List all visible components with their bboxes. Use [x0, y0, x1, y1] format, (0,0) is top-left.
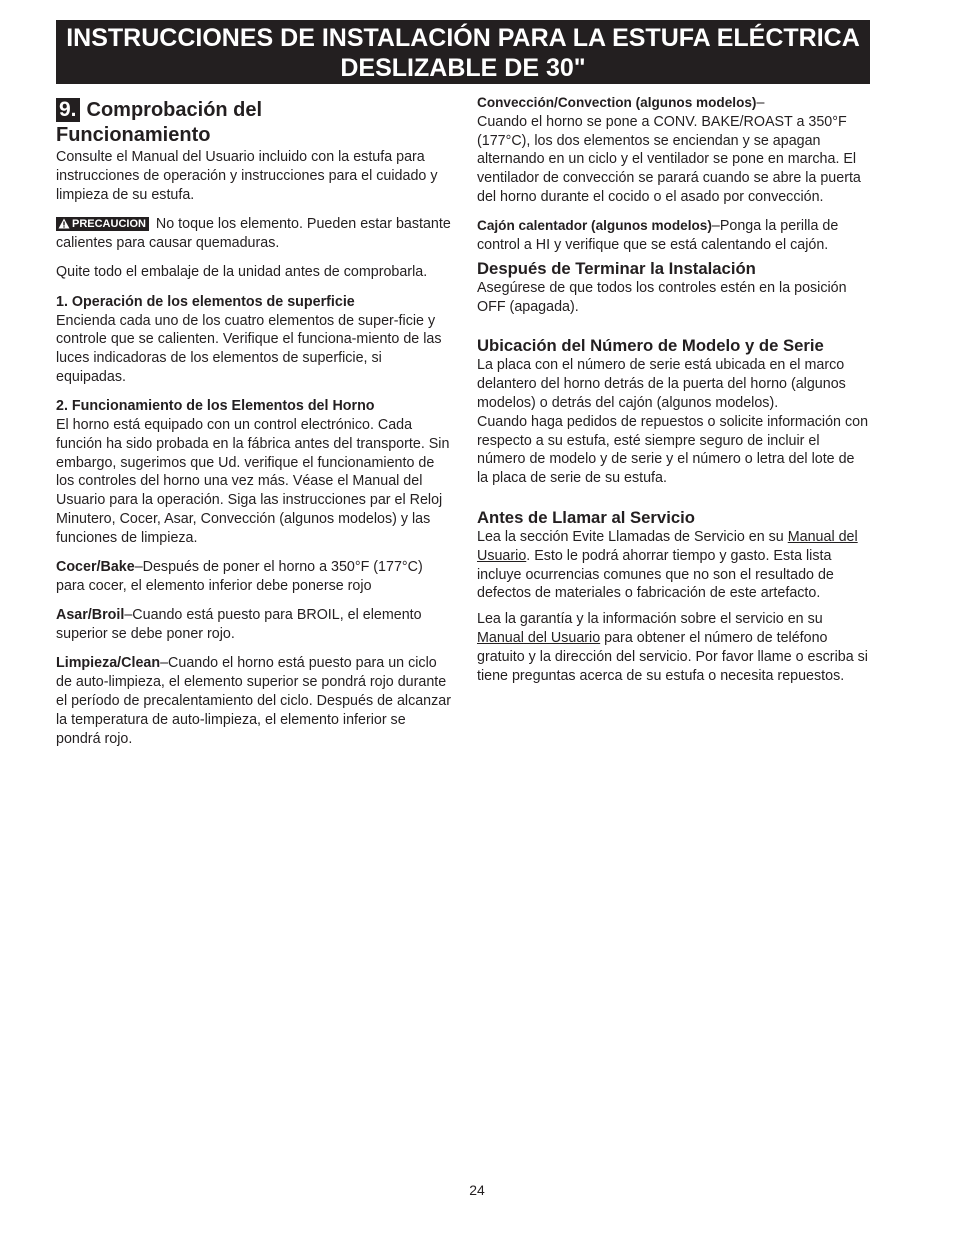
left-column [56, 94, 452, 748]
convection-paragraph [477, 94, 869, 207]
broil-text: –Cuando está puesto para BROIL, el elemento superior se debe poner rojo. [56, 607, 422, 643]
page-title-line-2: DESLIZABLE DE 30" [340, 54, 586, 82]
caution-text: No toque los elemento. Pueden estar bastante calientes para causar quemaduras. [56, 216, 451, 252]
surface-elements-text: Encienda cada uno de los cuatro elementos de super-ficie y controle que se calienten. Verifique el funciona-miento de las luces indicadoras de los elementos de superficie, si equipadas. [56, 312, 442, 385]
clean-paragraph [56, 654, 452, 748]
oven-elements-text: El horno está equipado con un control electrónico. Cada función ha sido probada en la fábrica antes del transporte. Sin embargo, sugerimos que Ud. verifique el funcionamiento de los controles del horno una vez más. Véase el Manual del Usuario para la operación. Siga las instrucciones par el Reloj Minutero, Cocer, Asar, Convección (algunos modelos) y las funciones de limpieza. [56, 417, 450, 546]
section-number: 9. [56, 98, 80, 122]
bake-label: Cocer/Bake [56, 559, 135, 576]
manual-link-1[interactable]: Manual del Usuario [477, 529, 858, 564]
bake-paragraph [56, 558, 452, 596]
warming-drawer-label: Cajón calentador (algunos modelos) [477, 218, 712, 234]
serial-location-text-2: Cuando haga pedidos de repuestos o solicite información con respecto a su estufa, esté siempre seguro de incluir el número de modelo y de serie y el número o letra del lote de la placa de serie de su estufa. [477, 413, 869, 487]
warning-triangle-icon [58, 218, 70, 229]
before-service-paragraph-1 [477, 528, 869, 603]
warming-drawer-paragraph [477, 217, 869, 255]
section-title-line-1: Comprobación del [86, 99, 263, 121]
clean-text: –Cuando el horno está puesto para un ciclo de auto-limpieza, el elemento superior se pondrá rojo durante el período de precalentamiento del ciclo. Después de alcanzar la temperatura de auto-limpieza, el elemento inferior se pondrá rojo. [56, 655, 451, 747]
manual-link-2[interactable]: Manual del Usuario [477, 630, 601, 647]
before-service-text-1b: . Esto le podrá ahorrar tiempo y gasto. Esta lista incluye ocurrencias comunes que no son el resultado de defectos de materiales o fabricación de este artefacto. [477, 547, 834, 602]
page-number: 24 [469, 1182, 485, 1198]
after-installation-heading: Después de Terminar la Instalación [477, 258, 756, 278]
caution-badge [56, 217, 149, 231]
section-heading [56, 98, 452, 148]
serial-location-heading: Ubicación del Número de Modelo y de Serie [477, 336, 824, 356]
bake-text: –Después de poner el horno a 350°F (177°C) para cocer, el elemento inferior debe ponerse rojo [56, 559, 423, 594]
after-installation-text: Asegúrese de que todos los controles estén en la posición OFF (apagada). [477, 279, 847, 315]
before-service-text-1a: Lea la sección Evite Llamadas de Servicio en su [477, 529, 788, 546]
clean-label: Limpieza/Clean [56, 655, 161, 672]
page-title-banner [56, 20, 870, 84]
serial-location-text-1: La placa con el número de serie está ubicada en el marco delantero del horno detrás de la puerta del horno (algunos modelos) o detrás del cajón (algunos modelos). [477, 357, 846, 412]
warming-drawer-text: –Ponga la perilla de control a HI y verifique que se está calentando el cajón. [477, 218, 839, 254]
before-service-paragraph-2 [477, 610, 869, 685]
section-title-line-2: Funcionamiento [56, 124, 211, 146]
page-title-line-1: INSTRUCCIONES DE INSTALACIÓN PARA LA ESTUFA ELÉCTRICA [66, 24, 860, 52]
surface-elements-heading: 1. Operación de los elementos de superficie [56, 293, 355, 310]
packaging-paragraph: Quite todo el embalaje de la unidad antes de comprobarla. [56, 264, 428, 281]
before-service-text-2a: Lea la garantía y la información sobre el servicio en su [477, 611, 823, 628]
convection-text: Cuando el horno se pone a CONV. BAKE/ROAST a 350°F (177°C), los dos elementos se enciendan y se apagan alternando en un ciclo y el ventilador se pone en marcha. El ventilador de convección se parará cuando se abre la puerta del horno durante el cocido o el asado por convección. [477, 113, 861, 205]
convection-dash: – [756, 95, 765, 111]
broil-paragraph [56, 606, 452, 644]
before-service-heading: Antes de Llamar al Servicio [477, 508, 695, 528]
caution-paragraph [56, 215, 452, 253]
broil-label: Asar/Broil [56, 607, 125, 624]
convection-label: Convección/Convection (algunos modelos) [477, 95, 757, 110]
caution-label: PRECAUCION [72, 218, 146, 231]
before-service-text-2b: para obtener el número de teléfono gratuito y la dirección del servicio. Por favor llame o escriba si tiene preguntas acerca de su estufa o necesita repuestos. [477, 630, 868, 684]
right-column [477, 94, 869, 685]
intro-paragraph: Consulte el Manual del Usuario incluido con la estufa para instrucciones de operación y instrucciones para el cuidado y limpieza de su estufa. [56, 149, 438, 203]
oven-elements-heading: 2. Funcionamiento de los Elementos del Horno [56, 398, 375, 415]
